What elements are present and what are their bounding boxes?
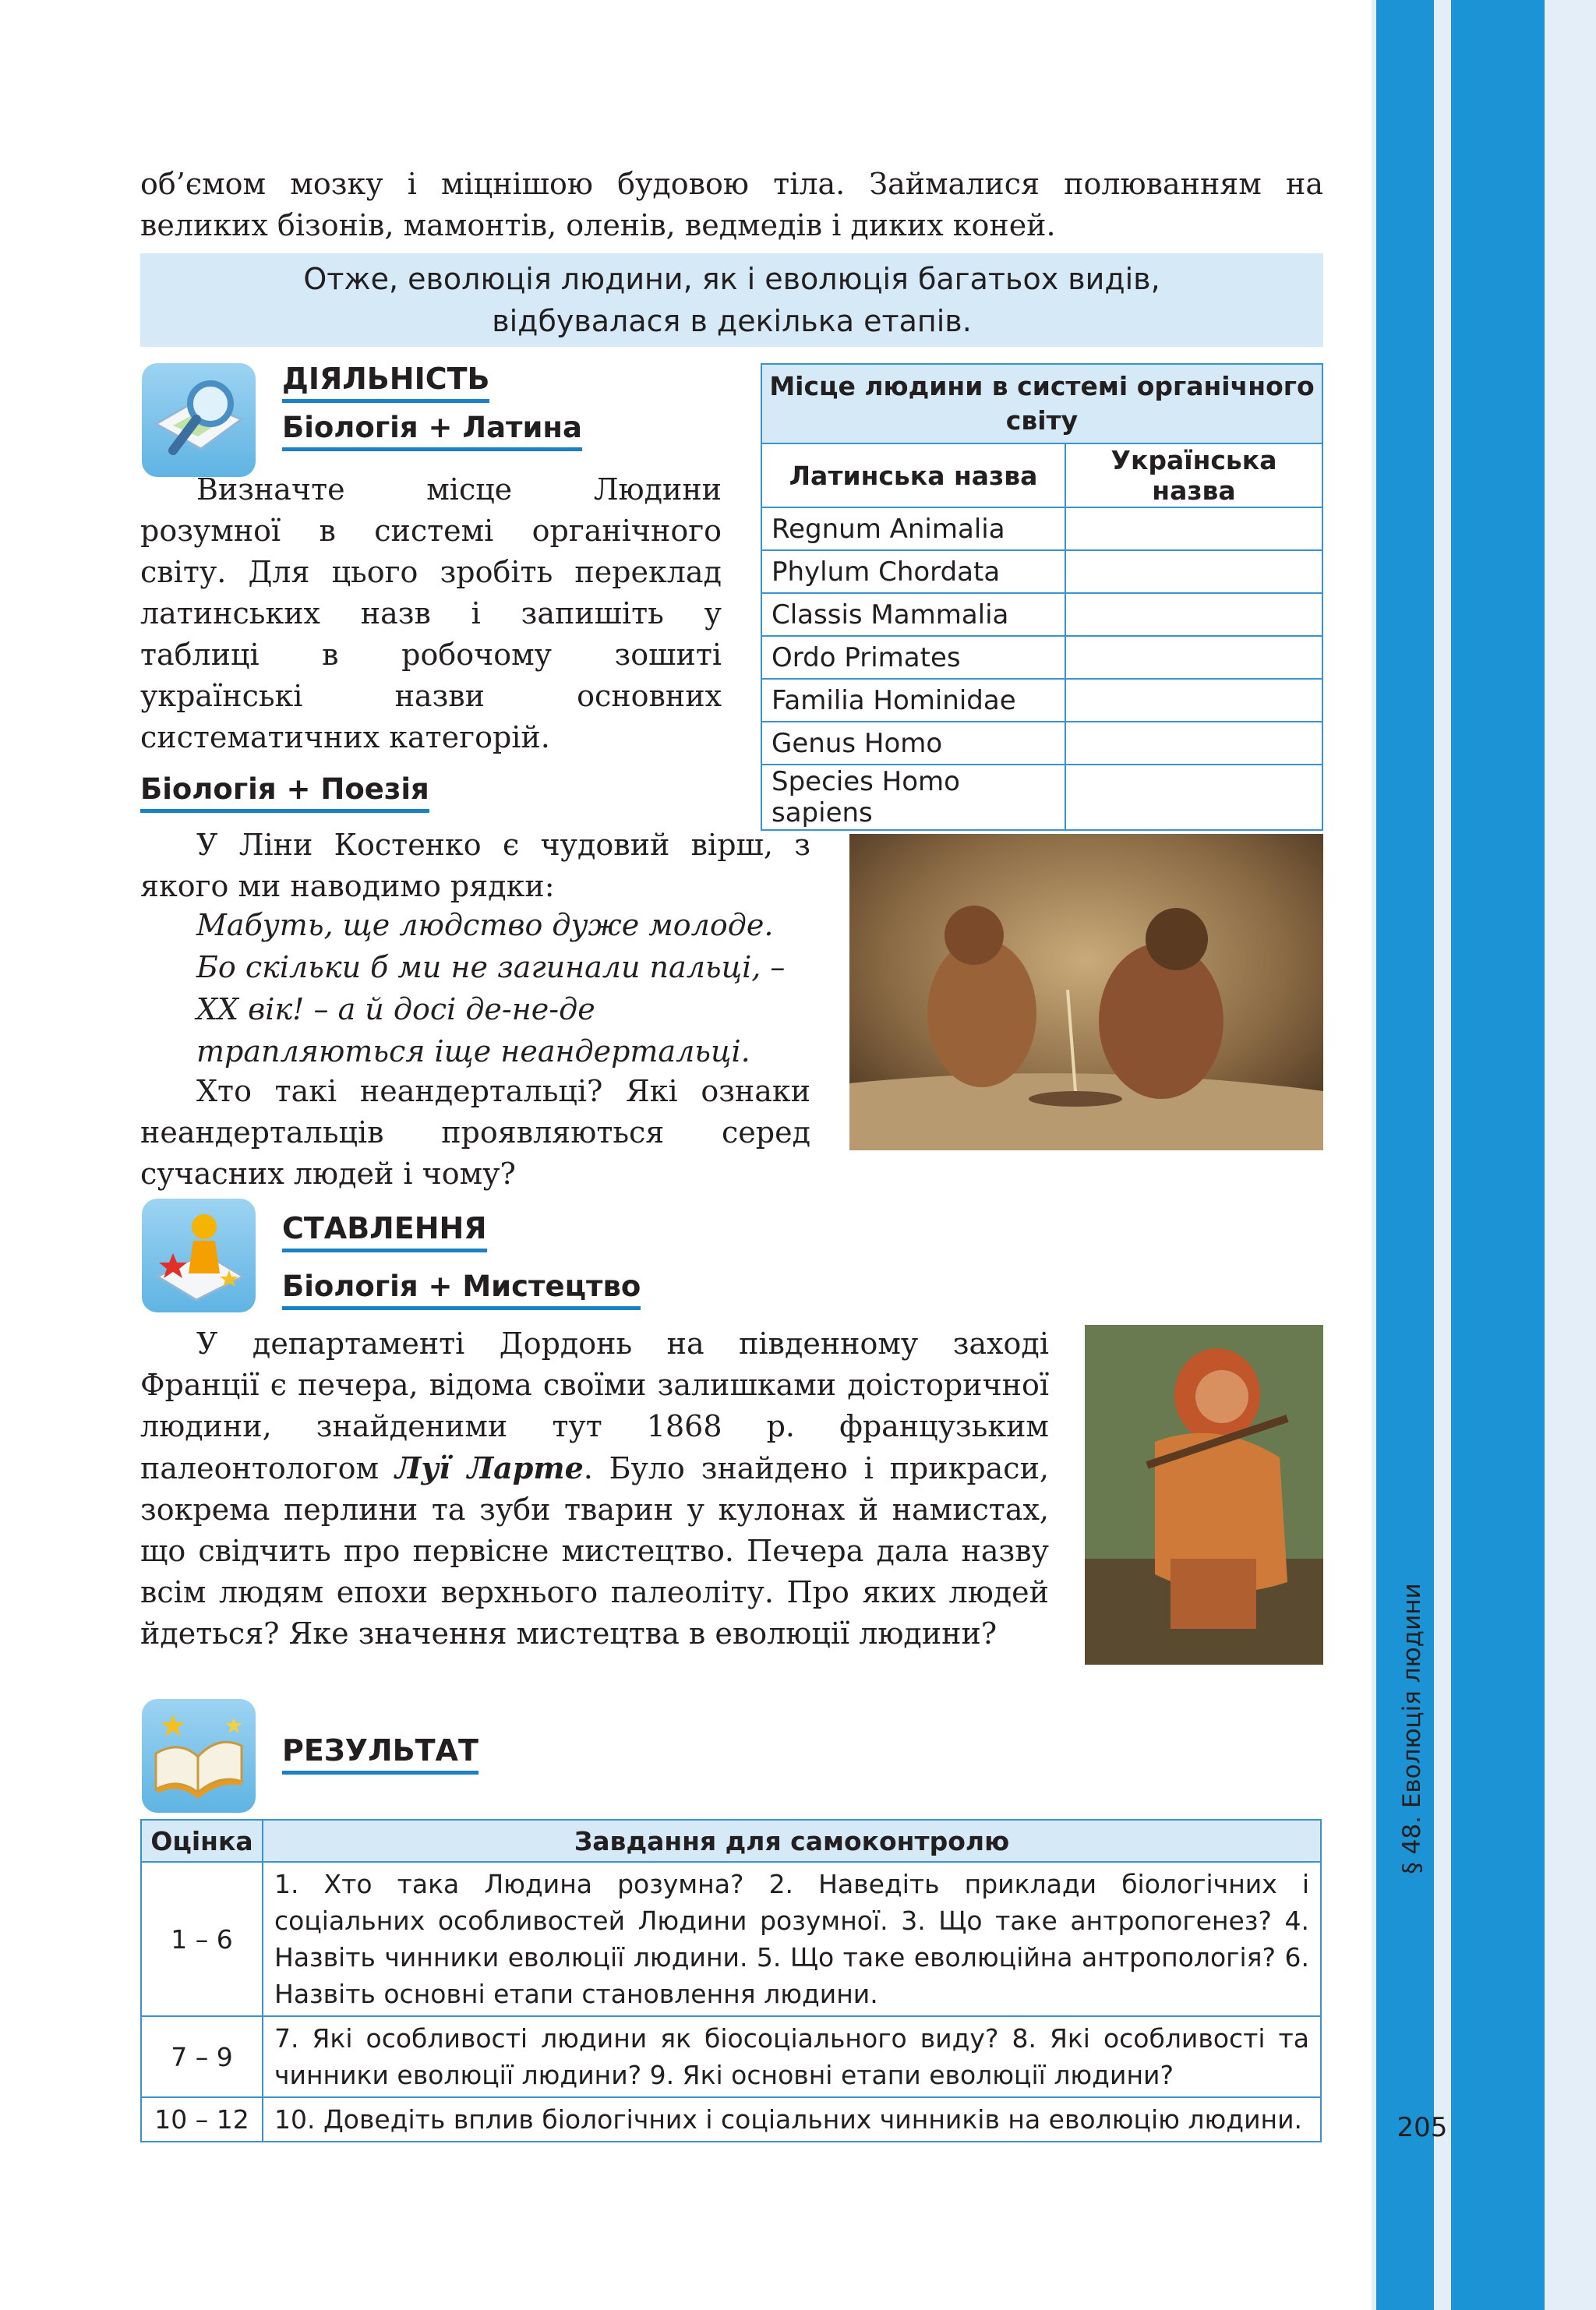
self-control-table: [140, 1819, 1322, 2142]
poem: [196, 904, 820, 1072]
ukr-name-cell: [1065, 636, 1322, 679]
tasks-cell: 7. Які особливості людини як біосоціального виду? 8. Які особливості та чинники еволюції людини? 9. Які основні етапи еволюції людини?: [263, 2016, 1321, 2097]
grade-cell: 10 – 12: [141, 2097, 263, 2142]
table-row: [141, 2097, 1321, 2142]
conclusion-line-2: відбувалася в декілька етапів.: [492, 304, 972, 338]
latin-name-cell: Regnum Animalia: [761, 507, 1065, 550]
cro-magnon-painting: [1085, 1325, 1323, 1665]
grade-cell: 1 – 6: [141, 1862, 263, 2016]
ukr-name-cell: [1065, 679, 1322, 722]
tasks-header: Завдання для самоконтролю: [263, 1820, 1321, 1862]
latin-name-cell: Species Homo sapiens: [761, 765, 1065, 830]
scientist-name: Луї Ларте: [394, 1450, 584, 1485]
table-row: [761, 636, 1322, 679]
magnifier-map-icon: [142, 363, 256, 477]
table-row: [761, 507, 1322, 550]
attitude-heading: СТАВЛЕННЯ: [282, 1210, 487, 1252]
latin-name-cell: Phylum Chordata: [761, 550, 1065, 593]
attitude-subheading: Біологія + Мистецтво: [282, 1269, 641, 1310]
taxonomy-table: [761, 363, 1323, 831]
chapter-caption: § 48. Еволюція людини: [1398, 1583, 1426, 1874]
latin-name-cell: Classis Mammalia: [761, 593, 1065, 636]
ukr-name-cell: [1065, 765, 1322, 830]
intro-paragraph: об’ємом мозку і міцнішою будовою тіла. Займалися полюванням на великих бізонів, мамонтів, оленів, ведмедів і диких коней.: [140, 167, 1323, 242]
activity-paragraph: Визначте місце Людини розумної в системі органічного світу. Для цього зробіть переклад латинських назв і запишіть у таблиці в робочому зошиті українські назви основних систематичних категорій.: [140, 472, 722, 754]
activity-heading: ДІЯЛЬНІСТЬ: [282, 360, 489, 403]
conclusion-line-1: Отже, еволюція людини, як і еволюція багатьох видів,: [303, 262, 1160, 296]
ukr-name-cell: [1065, 722, 1322, 765]
latin-name-cell: Familia Hominidae: [761, 679, 1065, 722]
table-row: [761, 765, 1322, 830]
ukr-name-cell: [1065, 593, 1322, 636]
conclusion-box: [140, 253, 1323, 347]
side-bar-right: [1451, 0, 1545, 2310]
table-row: [141, 2016, 1321, 2097]
table-row: [761, 679, 1322, 722]
person-star-icon: [142, 1199, 256, 1312]
poem-line: трапляються іще неандертальці.: [196, 1034, 750, 1068]
poem-line: XX вік! – а й досі де-не-де: [196, 992, 595, 1026]
open-book-icon: [142, 1699, 256, 1813]
poetry-question: Хто такі неандертальці? Які ознаки неандертальців проявляються серед сучасних людей і чому?: [140, 1074, 810, 1191]
table-row: [761, 593, 1322, 636]
result-heading: РЕЗУЛЬТАТ: [282, 1732, 478, 1775]
col-ukr-header: Українська назва: [1065, 443, 1322, 507]
table-row: [141, 1862, 1321, 2016]
latin-name-cell: Genus Homo: [761, 722, 1065, 765]
side-bar-left: [1376, 0, 1434, 2310]
page-number: 205: [1396, 2112, 1448, 2143]
tasks-cell: 10. Доведіть вплив біологічних і соціальних чинників на еволюцію людини.: [263, 2097, 1321, 2142]
col-latin-header: Латинська назва: [761, 443, 1065, 507]
neanderthals-photo: [849, 834, 1323, 1150]
poetry-subheading: Біологія + Поезія: [140, 772, 429, 813]
table-row: [761, 722, 1322, 765]
poetry-intro: У Ліни Костенко є чудовий вірш, з якого ми наводимо рядки:: [140, 828, 810, 903]
table-row: [761, 550, 1322, 593]
tasks-cell: 1. Хто така Людина розумна? 2. Наведіть приклади біологічних і соціальних особливостей Людини розумної. 3. Що таке антропогенез? 4. Назвіть чинники еволюції людини. 5. Що таке еволюційна антропологія? 6. Назвіть основні етапи становлення людини.: [263, 1862, 1321, 2016]
ukr-name-cell: [1065, 507, 1322, 550]
poem-line: Мабуть, ще людство дуже молоде.: [196, 908, 774, 942]
latin-name-cell: Ordo Primates: [761, 636, 1065, 679]
ukr-name-cell: [1065, 550, 1322, 593]
taxonomy-table-caption: Місце людини в системі органічного світу: [761, 364, 1322, 443]
grade-header: Оцінка: [141, 1820, 263, 1862]
attitude-paragraph: У департаменті Дордонь на південному заході Франції є печера, відома своїми залишками доісторичної людини, знайденими тут 1868 р. французьким палеонтологом Луї Ларте. Було знайдено і прикраси, зокрема перлини та зуби тварин у кулонах й намистах, що свідчить про первісне мистецтво. Печера дала назву всім людям епохи верхнього палеоліту. Про яких людей йдеться? Яке значення мистецтва в еволюції людини?: [140, 1326, 1049, 1651]
grade-cell: 7 – 9: [141, 2016, 263, 2097]
activity-subheading: Біологія + Латина: [282, 410, 582, 451]
poem-line: Бо скільки б ми не загинали пальці, –: [196, 950, 786, 984]
